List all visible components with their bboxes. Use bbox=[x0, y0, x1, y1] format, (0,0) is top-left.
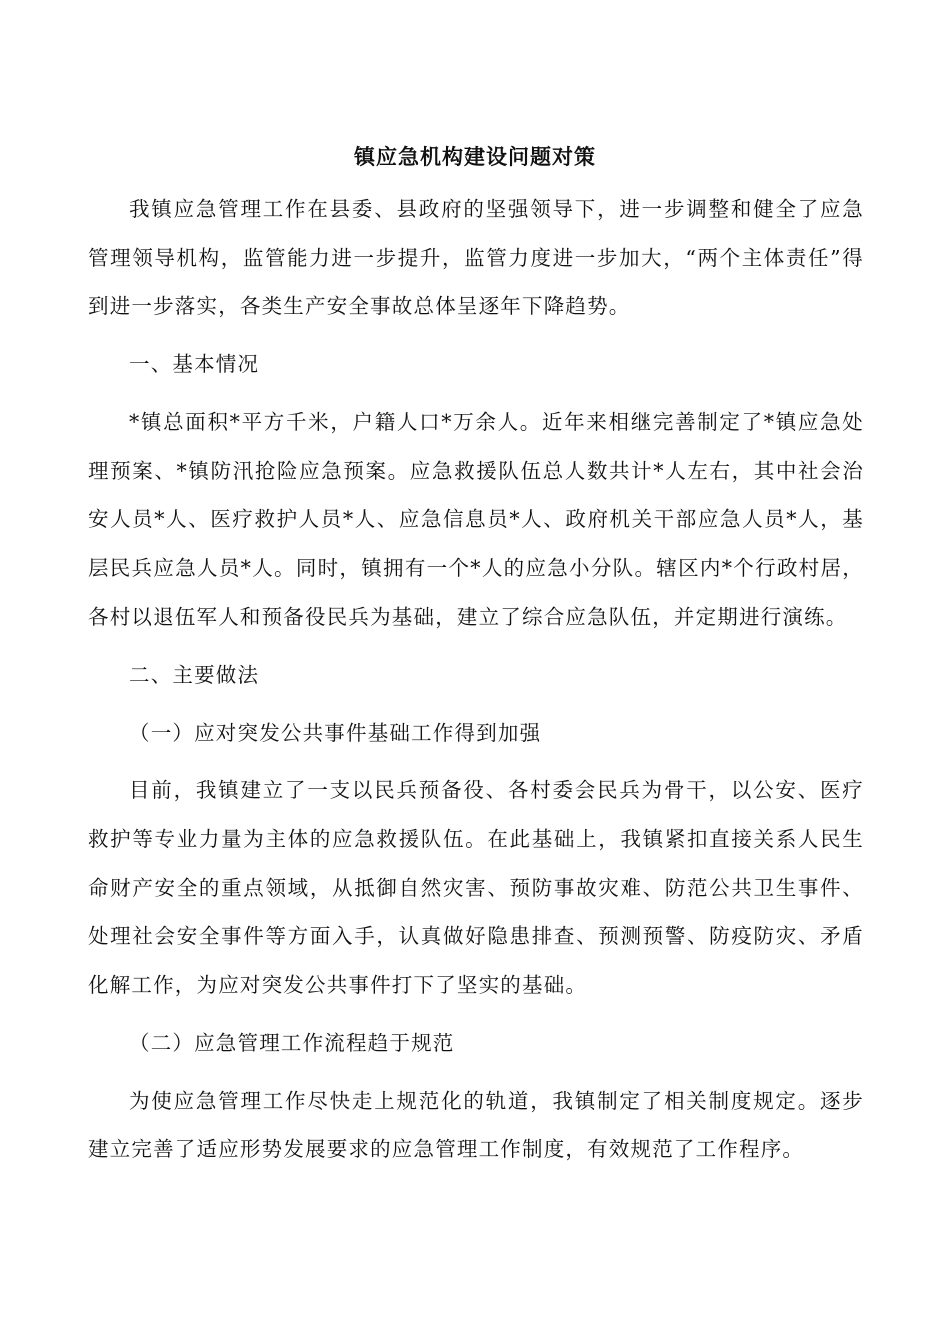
subsection-heading-2: （二）应急管理工作流程趋于规范 bbox=[129, 1030, 455, 1055]
spacer bbox=[88, 331, 864, 340]
spacer bbox=[88, 389, 864, 398]
subsection-2-paragraph: 为使应急管理工作尽快走上规范化的轨道，我镇制定了相关制度规定。逐步建立完善了适应形势发展要求的应急管理工作制度，有效规范了工作程序。 bbox=[88, 1088, 864, 1162]
document-title: 镇应急机构建设问题对策 bbox=[354, 145, 596, 169]
spacer bbox=[88, 641, 864, 650]
intro-paragraph: 我镇应急管理工作在县委、县政府的坚强领导下，进一步调整和健全了应急管理领导机构，监管能力进一步提升，监管力度进一步加大，“两个主体责任”得到进一步落实，各类生产安全事故总体呈逐年下降趋势。 bbox=[88, 197, 864, 319]
spacer bbox=[88, 699, 864, 708]
document-body bbox=[88, 185, 864, 1174]
subsection-heading-1: （一）应对突发公共事件基础工作得到加强 bbox=[129, 720, 542, 745]
section-heading-basic-situation: 一、基本情况 bbox=[129, 352, 260, 377]
section-heading-main-practices: 二、主要做法 bbox=[129, 662, 260, 687]
spacer bbox=[88, 1009, 864, 1018]
spacer bbox=[88, 757, 864, 766]
subsection-1-paragraph: 目前，我镇建立了一支以民兵预备役、各村委会民兵为骨干，以公安、医疗救护等专业力量为主体的应急救援队伍。在此基础上，我镇紧扣直接关系人民生命财产安全的重点领域，从抵御自然灾害、预防事故灾难、防范公共卫生事件、处理社会安全事件等方面入手，认真做好隐患排查、预测预警、防疫防灾、矛盾化解工作，为应对突发公共事件打下了坚实的基础。 bbox=[88, 778, 864, 997]
spacer bbox=[88, 1067, 864, 1076]
basic-situation-paragraph: *镇总面积*平方千米，户籍人口*万余人。近年来相继完善制定了*镇应急处理预案、*镇防汛抢险应急预案。应急救援队伍总人数共计*人左右，其中社会治安人员*人、医疗救护人员*人、应急信息员*人、政府机关干部应急人员*人，基层民兵应急人员*人。同时，镇拥有一个*人的应急小分队。辖区内*个行政村居，各村以退伍军人和预备役民兵为基础，建立了综合应急队伍，并定期进行演练。 bbox=[88, 410, 864, 629]
